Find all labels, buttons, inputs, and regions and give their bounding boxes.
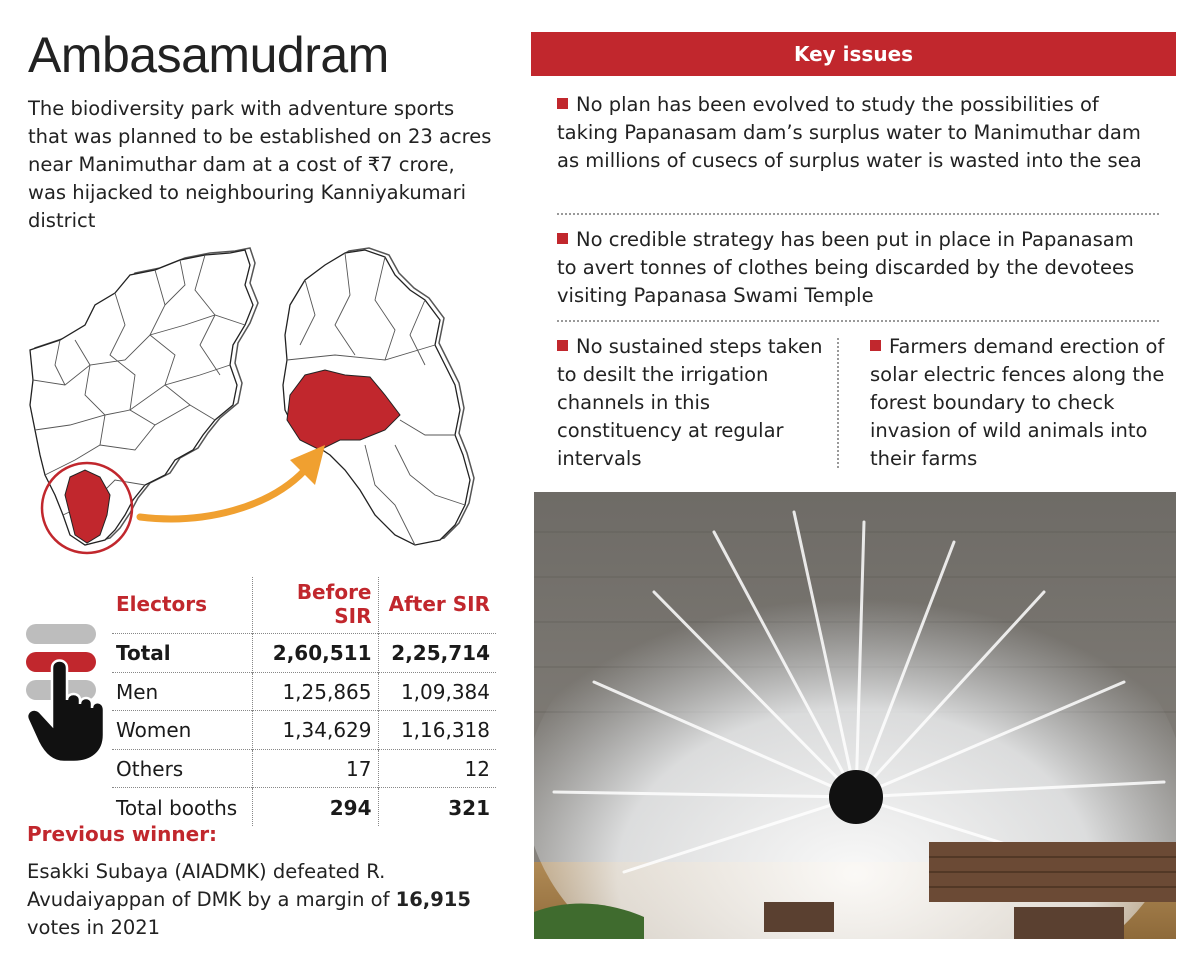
table-row (112, 634, 496, 673)
row-before: 1,25,865 (252, 672, 378, 711)
hand-pointer-icon (22, 620, 114, 765)
key-issue-item (557, 226, 1157, 310)
row-before: 1,34,629 (252, 711, 378, 750)
winner-text-before: Esakki Subaya (AIADMK) defeated R. Avudaiyappan of DMK by a margin of (27, 860, 396, 911)
bullet-icon (557, 340, 568, 351)
row-after: 1,16,318 (378, 711, 496, 750)
header-after-sir: After SIR (388, 592, 490, 616)
dam-photo (534, 492, 1176, 939)
winner-margin: 16,915 (395, 888, 471, 911)
divider (557, 213, 1159, 215)
table-row (112, 749, 496, 788)
divider (837, 338, 839, 468)
bullet-icon (870, 340, 881, 351)
key-issue-text: Farmers demand erection of solar electric fences along the forest boundary to check invasion of wild animals into their farms (870, 335, 1165, 470)
row-before: 2,60,511 (252, 634, 378, 673)
maps-graphic (15, 245, 515, 575)
table-row (112, 788, 496, 827)
table-row (112, 672, 496, 711)
key-issue-item (557, 91, 1157, 175)
row-label: Total booths (112, 788, 252, 827)
row-after: 12 (378, 749, 496, 788)
previous-winner-text (27, 858, 487, 942)
bullet-icon (557, 233, 568, 244)
row-before: 294 (252, 788, 378, 827)
row-label: Women (112, 711, 252, 750)
key-issue-item (870, 333, 1170, 473)
intro-text: The biodiversity park with adventure sports that was planned to be established on 23 acres near Manimuthar dam at a cost of ₹7 crore, was hijacked to neighbouring Kanniyakumari district (28, 97, 492, 232)
divider (557, 320, 1159, 322)
row-label: Total (112, 634, 252, 673)
header-electors: Electors (112, 577, 252, 634)
key-issues-header: Key issues (531, 32, 1176, 76)
row-label: Men (112, 672, 252, 711)
row-before: 17 (252, 749, 378, 788)
header-before-sir: Before SIR (252, 577, 378, 634)
row-after: 2,25,714 (378, 634, 496, 673)
row-label: Others (112, 749, 252, 788)
row-after: 1,09,384 (378, 672, 496, 711)
key-issue-text: No sustained steps taken to desilt the irrigation channels in this constituency at regular intervals (557, 335, 823, 470)
winner-text-after: votes in 2021 (27, 916, 161, 939)
key-issue-text: No credible strategy has been put in place in Papanasam to avert tonnes of clothes being discarded by the devotees visiting Papanasa Swami Temple (557, 228, 1135, 307)
previous-winner-label: Previous winner: (27, 822, 218, 846)
bullet-icon (557, 98, 568, 109)
map-district (283, 248, 474, 545)
electors-table (112, 577, 496, 826)
map-tamilnadu (30, 248, 258, 553)
page-title: Ambasamudram (28, 27, 389, 83)
key-issue-text: No plan has been evolved to study the possibilities of taking Papanasam dam’s surplus water to Manimuthar dam as millions of cusecs of surplus water is wasted into the sea (557, 93, 1142, 172)
row-after: 321 (378, 788, 496, 827)
table-row (112, 711, 496, 750)
table-header-row (112, 577, 496, 634)
key-issue-item (557, 333, 832, 473)
